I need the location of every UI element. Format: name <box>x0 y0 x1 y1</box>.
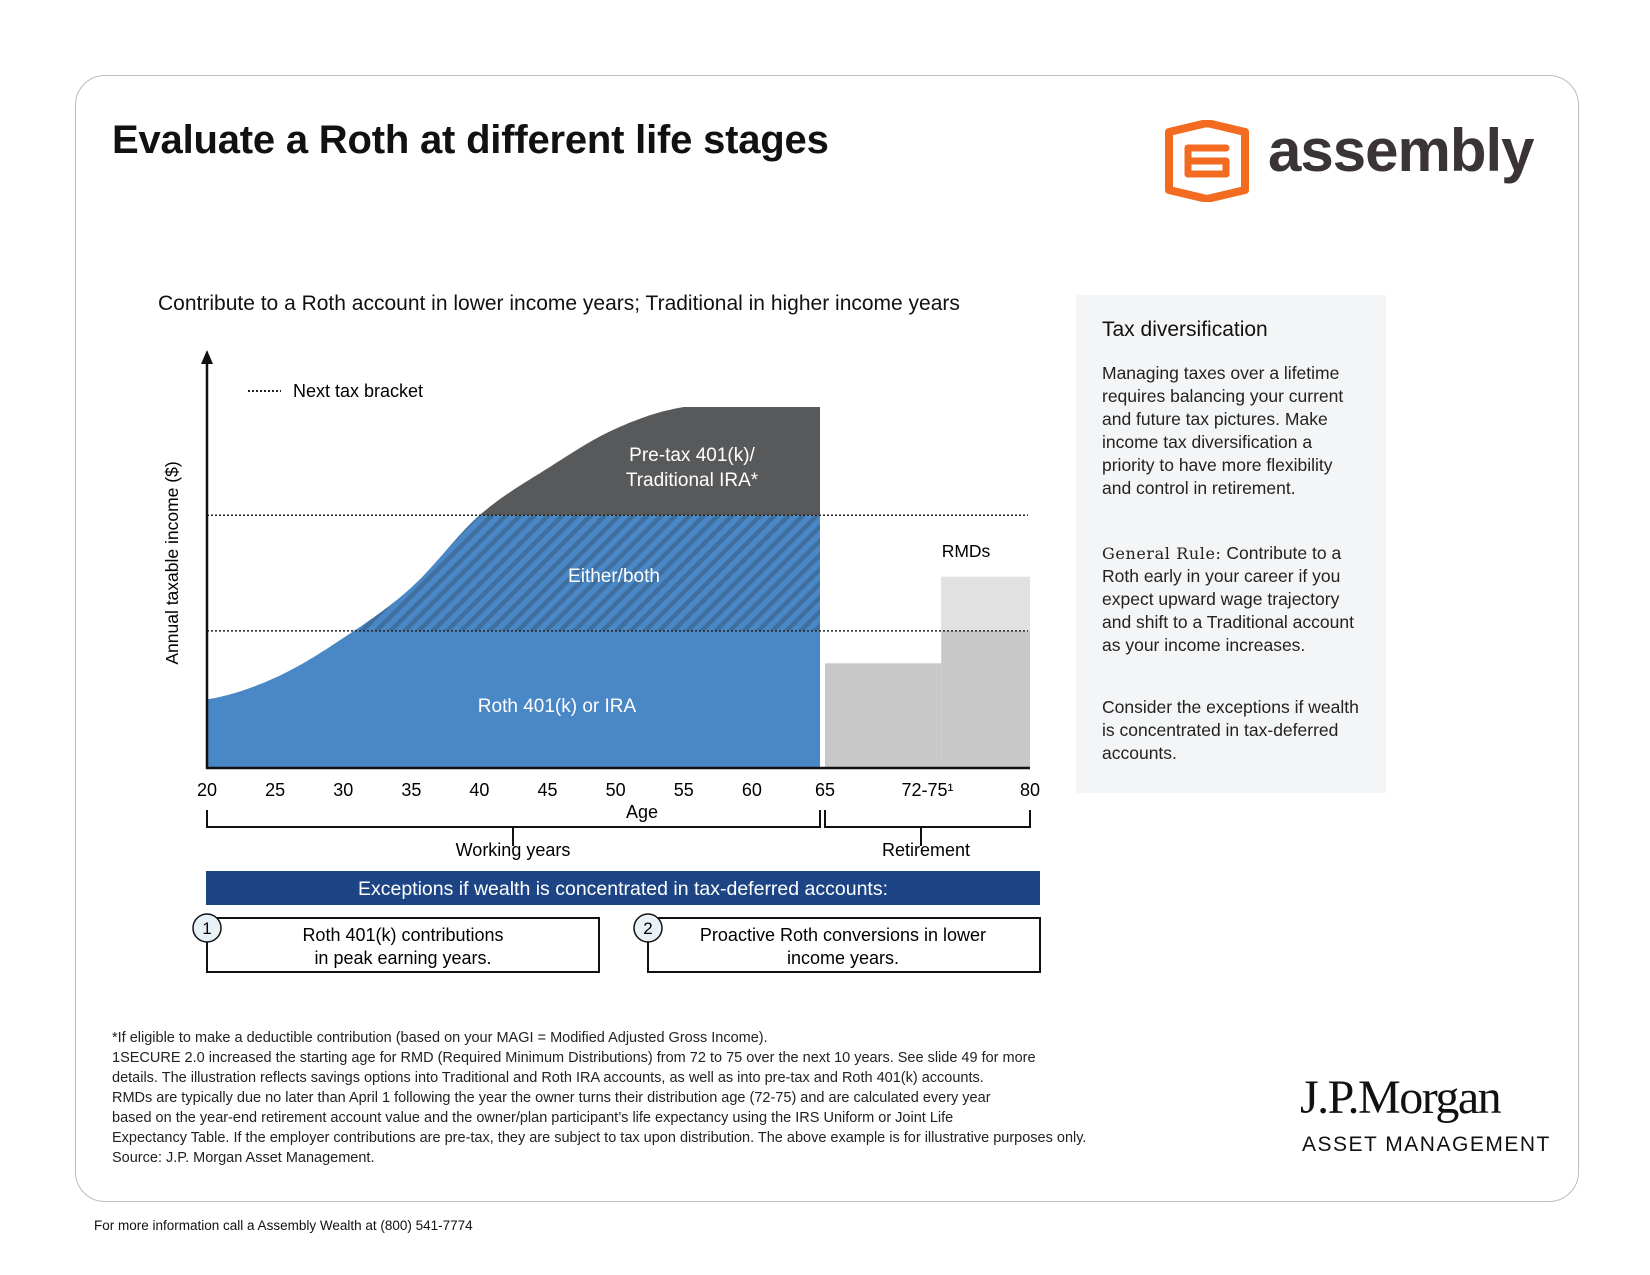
footnote-line: RMDs are typically due no later than April 1 following the year the owner turns their distribution age (72-75) and are calculated every year <box>112 1090 991 1106</box>
general-rule-text: Contribute to a Roth early in your career if you expect upward wage trajectory and shift to a Traditional account as your income increases. <box>1102 543 1354 655</box>
exception-2-line1: Proactive Roth conversions in lower <box>699 925 987 945</box>
x-tick-label: 20 <box>196 780 218 800</box>
contact-line: For more information call a Assembly Wealth at (800) 541-7774 <box>94 1218 473 1233</box>
exception-1-line1: Roth 401(k) contributions <box>302 925 504 945</box>
assembly-logo-icon <box>1163 120 1253 202</box>
rmds-label: RMDs <box>941 541 991 561</box>
legend-label: Next tax bracket <box>293 381 424 401</box>
page-title: Evaluate a Roth at different life stages <box>112 118 829 162</box>
sidebar-paragraph-3: Consider the exceptions if wealth is concentrated in tax-deferred accounts. <box>1102 697 1359 763</box>
x-tick-label: 60 <box>741 780 762 800</box>
x-tick-label: 30 <box>333 780 354 800</box>
exception-number-2: 2 <box>643 919 653 938</box>
footnote-line: 1SECURE 2.0 increased the starting age for RMD (Required Minimum Distributions) from 72 to 75 over the next 10 years. See slide 49 for more <box>112 1050 1036 1066</box>
either-label: Either/both <box>568 566 660 587</box>
x-tick-label: 35 <box>401 780 422 800</box>
chart-heading: Contribute to a Roth account in lower income years; Traditional in higher income years <box>158 292 960 315</box>
x-axis-label: Age <box>625 802 659 822</box>
rmd-bar <box>941 577 1030 631</box>
footnote-line: Expectancy Table. If the employer contributions are pre-tax, they are subject to tax upon distribution. The above example is for illustrative purposes only. <box>112 1130 1087 1146</box>
x-tick-label: 40 <box>469 780 490 800</box>
x-tick-label: 72-75¹ <box>901 780 954 800</box>
sidebar-title: Tax diversification <box>1102 318 1268 341</box>
x-tick-label: 80 <box>1019 780 1041 800</box>
y-axis-arrow-icon <box>201 350 213 364</box>
roth-chart <box>0 0 1060 980</box>
footnote-line: based on the year-end retirement account value and the owner/plan participant’s life expectancy using the IRS Uniform or Joint Life <box>112 1110 954 1126</box>
jpmorgan-logo-subtitle: ASSET MANAGEMENT <box>1302 1133 1551 1156</box>
footnote-line: details. The illustration reflects savings options into Traditional and Roth IRA accounts, as well as into pre-tax and Roth 401(k) accounts. <box>112 1070 984 1086</box>
general-rule-label: General Rule: <box>1102 544 1222 563</box>
x-tick-label: 50 <box>605 780 626 800</box>
footnote-line: Source: J.P. Morgan Asset Management. <box>112 1150 375 1166</box>
x-tick-label: 55 <box>673 780 694 800</box>
x-tick-label: 65 <box>814 780 836 800</box>
sidebar-paragraph-2 <box>1102 542 1364 657</box>
retirement-income-bar <box>825 663 941 768</box>
either-region <box>207 515 820 631</box>
exception-2-line2: income years. <box>786 948 900 968</box>
y-axis-label: Annual taxable income ($) <box>162 461 182 665</box>
roth-label: Roth 401(k) or IRA <box>477 696 637 717</box>
pretax-label-line1: Pre-tax 401(k)/ <box>629 445 755 466</box>
pretax-label-line2: Traditional IRA* <box>625 470 759 491</box>
sidebar-paragraph-1: Managing taxes over a lifetime requires balancing your current and future tax pictures. Make income tax diversification a priority to have more flexibility and control in retirement. <box>1102 363 1344 498</box>
x-tick-label: 45 <box>537 780 558 800</box>
exception-1-line2: in peak earning years. <box>314 948 492 968</box>
assembly-logo-text: assembly <box>1268 117 1534 184</box>
retirement-label: Retirement <box>881 840 971 860</box>
retirement-income-bar-2 <box>941 631 1030 768</box>
working-years-label: Working years <box>455 840 571 860</box>
footnote-line: *If eligible to make a deductible contribution (based on your MAGI = Modified Adjusted Gross Income). <box>112 1030 768 1046</box>
jpmorgan-logo-text: J.P.Morgan <box>1300 1071 1501 1124</box>
x-tick-label: 25 <box>265 780 286 800</box>
exception-number-1: 1 <box>202 919 212 938</box>
exceptions-banner-text: Exceptions if wealth is concentrated in tax-deferred accounts: <box>357 878 889 900</box>
footnotes <box>112 1028 1232 1168</box>
